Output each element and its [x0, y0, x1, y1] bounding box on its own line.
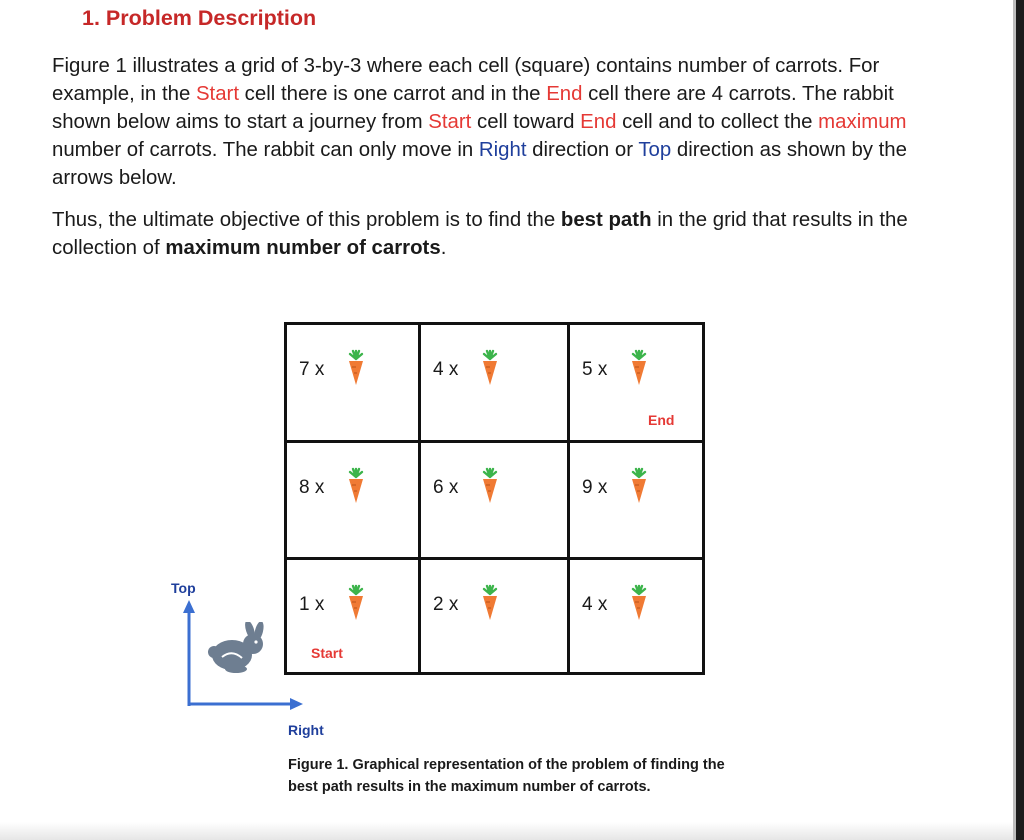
caption-line: best path results in the maximum number of carrots.	[288, 779, 651, 795]
text-run: number of carrots. The rabbit can only move in	[52, 139, 479, 161]
caption-line: Figure 1. Graphical representation of the problem of finding the	[288, 757, 725, 773]
objective-paragraph	[52, 206, 952, 262]
carrot-icon	[345, 347, 367, 387]
text-run: cell there are 4 carrots. The rabbit shown below aims to start a journey from	[52, 83, 894, 133]
carrot-icon	[479, 347, 501, 387]
carrot-count: 9 x	[582, 477, 608, 498]
grid-cell-end	[570, 325, 700, 437]
right-keyword: Right	[478, 139, 527, 161]
carrot-icon	[628, 582, 650, 622]
rabbit-icon	[206, 622, 270, 674]
page-shadow	[0, 822, 1013, 840]
carrot-icon	[345, 465, 367, 505]
carrot-count: 6 x	[433, 477, 459, 498]
grid-cell	[421, 443, 551, 555]
text-run: direction as shown by the arrows below.	[52, 139, 907, 189]
carrot-count: 2 x	[433, 594, 459, 615]
carrot-icon	[628, 465, 650, 505]
start-keyword: Start	[195, 83, 240, 105]
top-arrowhead	[183, 600, 195, 613]
grid-cell-start	[287, 560, 417, 672]
end-label: End	[648, 412, 675, 428]
text-run: Thus, the ultimate objective of this problem is to find the	[52, 209, 561, 231]
problem-paragraph	[52, 52, 952, 192]
text-run: cell and to collect the	[616, 111, 819, 133]
carrot-icon	[479, 465, 501, 505]
carrot-count: 7 x	[299, 359, 325, 380]
text-run: in the grid that results in the collection of	[52, 209, 908, 259]
grid-cell	[287, 325, 417, 437]
maximum-keyword: maximum	[818, 111, 907, 133]
carrot-count: 4 x	[433, 359, 459, 380]
figure-caption	[288, 754, 848, 798]
grid-cell	[570, 443, 700, 555]
text-run: direction or	[526, 139, 639, 161]
right-axis-label: Right	[288, 722, 324, 738]
section-title: 1. Problem Description	[82, 6, 317, 30]
carrot-count: 5 x	[582, 359, 608, 380]
top-keyword: Top	[638, 139, 672, 161]
text-run: cell toward	[471, 111, 581, 133]
carrot-count: 4 x	[582, 594, 608, 615]
carrot-icon	[479, 582, 501, 622]
grid-cell	[421, 560, 551, 672]
window-edge	[1016, 0, 1024, 840]
carrot-grid	[284, 322, 705, 675]
start-keyword: Start	[428, 111, 472, 133]
start-label: Start	[311, 645, 343, 661]
end-keyword: End	[580, 111, 617, 133]
best-path-emphasis: best path	[560, 209, 652, 231]
carrot-icon	[345, 582, 367, 622]
top-axis-label: Top	[171, 580, 196, 596]
carrot-icon	[628, 347, 650, 387]
max-carrots-emphasis: maximum number of carrots	[165, 237, 441, 259]
grid-cell	[421, 325, 551, 437]
end-keyword: End	[546, 83, 583, 105]
carrot-count: 8 x	[299, 477, 325, 498]
text-run: Figure 1 illustrates a grid of 3-by-3 where each cell (square) contains number of carrots. For example, in the	[52, 55, 880, 105]
text-run: cell there is one carrot and in the	[239, 83, 547, 105]
right-arrowhead	[290, 698, 303, 710]
carrot-count: 1 x	[299, 594, 325, 615]
grid-cell	[570, 560, 700, 672]
text-run: .	[440, 237, 447, 259]
grid-cell	[287, 443, 417, 555]
